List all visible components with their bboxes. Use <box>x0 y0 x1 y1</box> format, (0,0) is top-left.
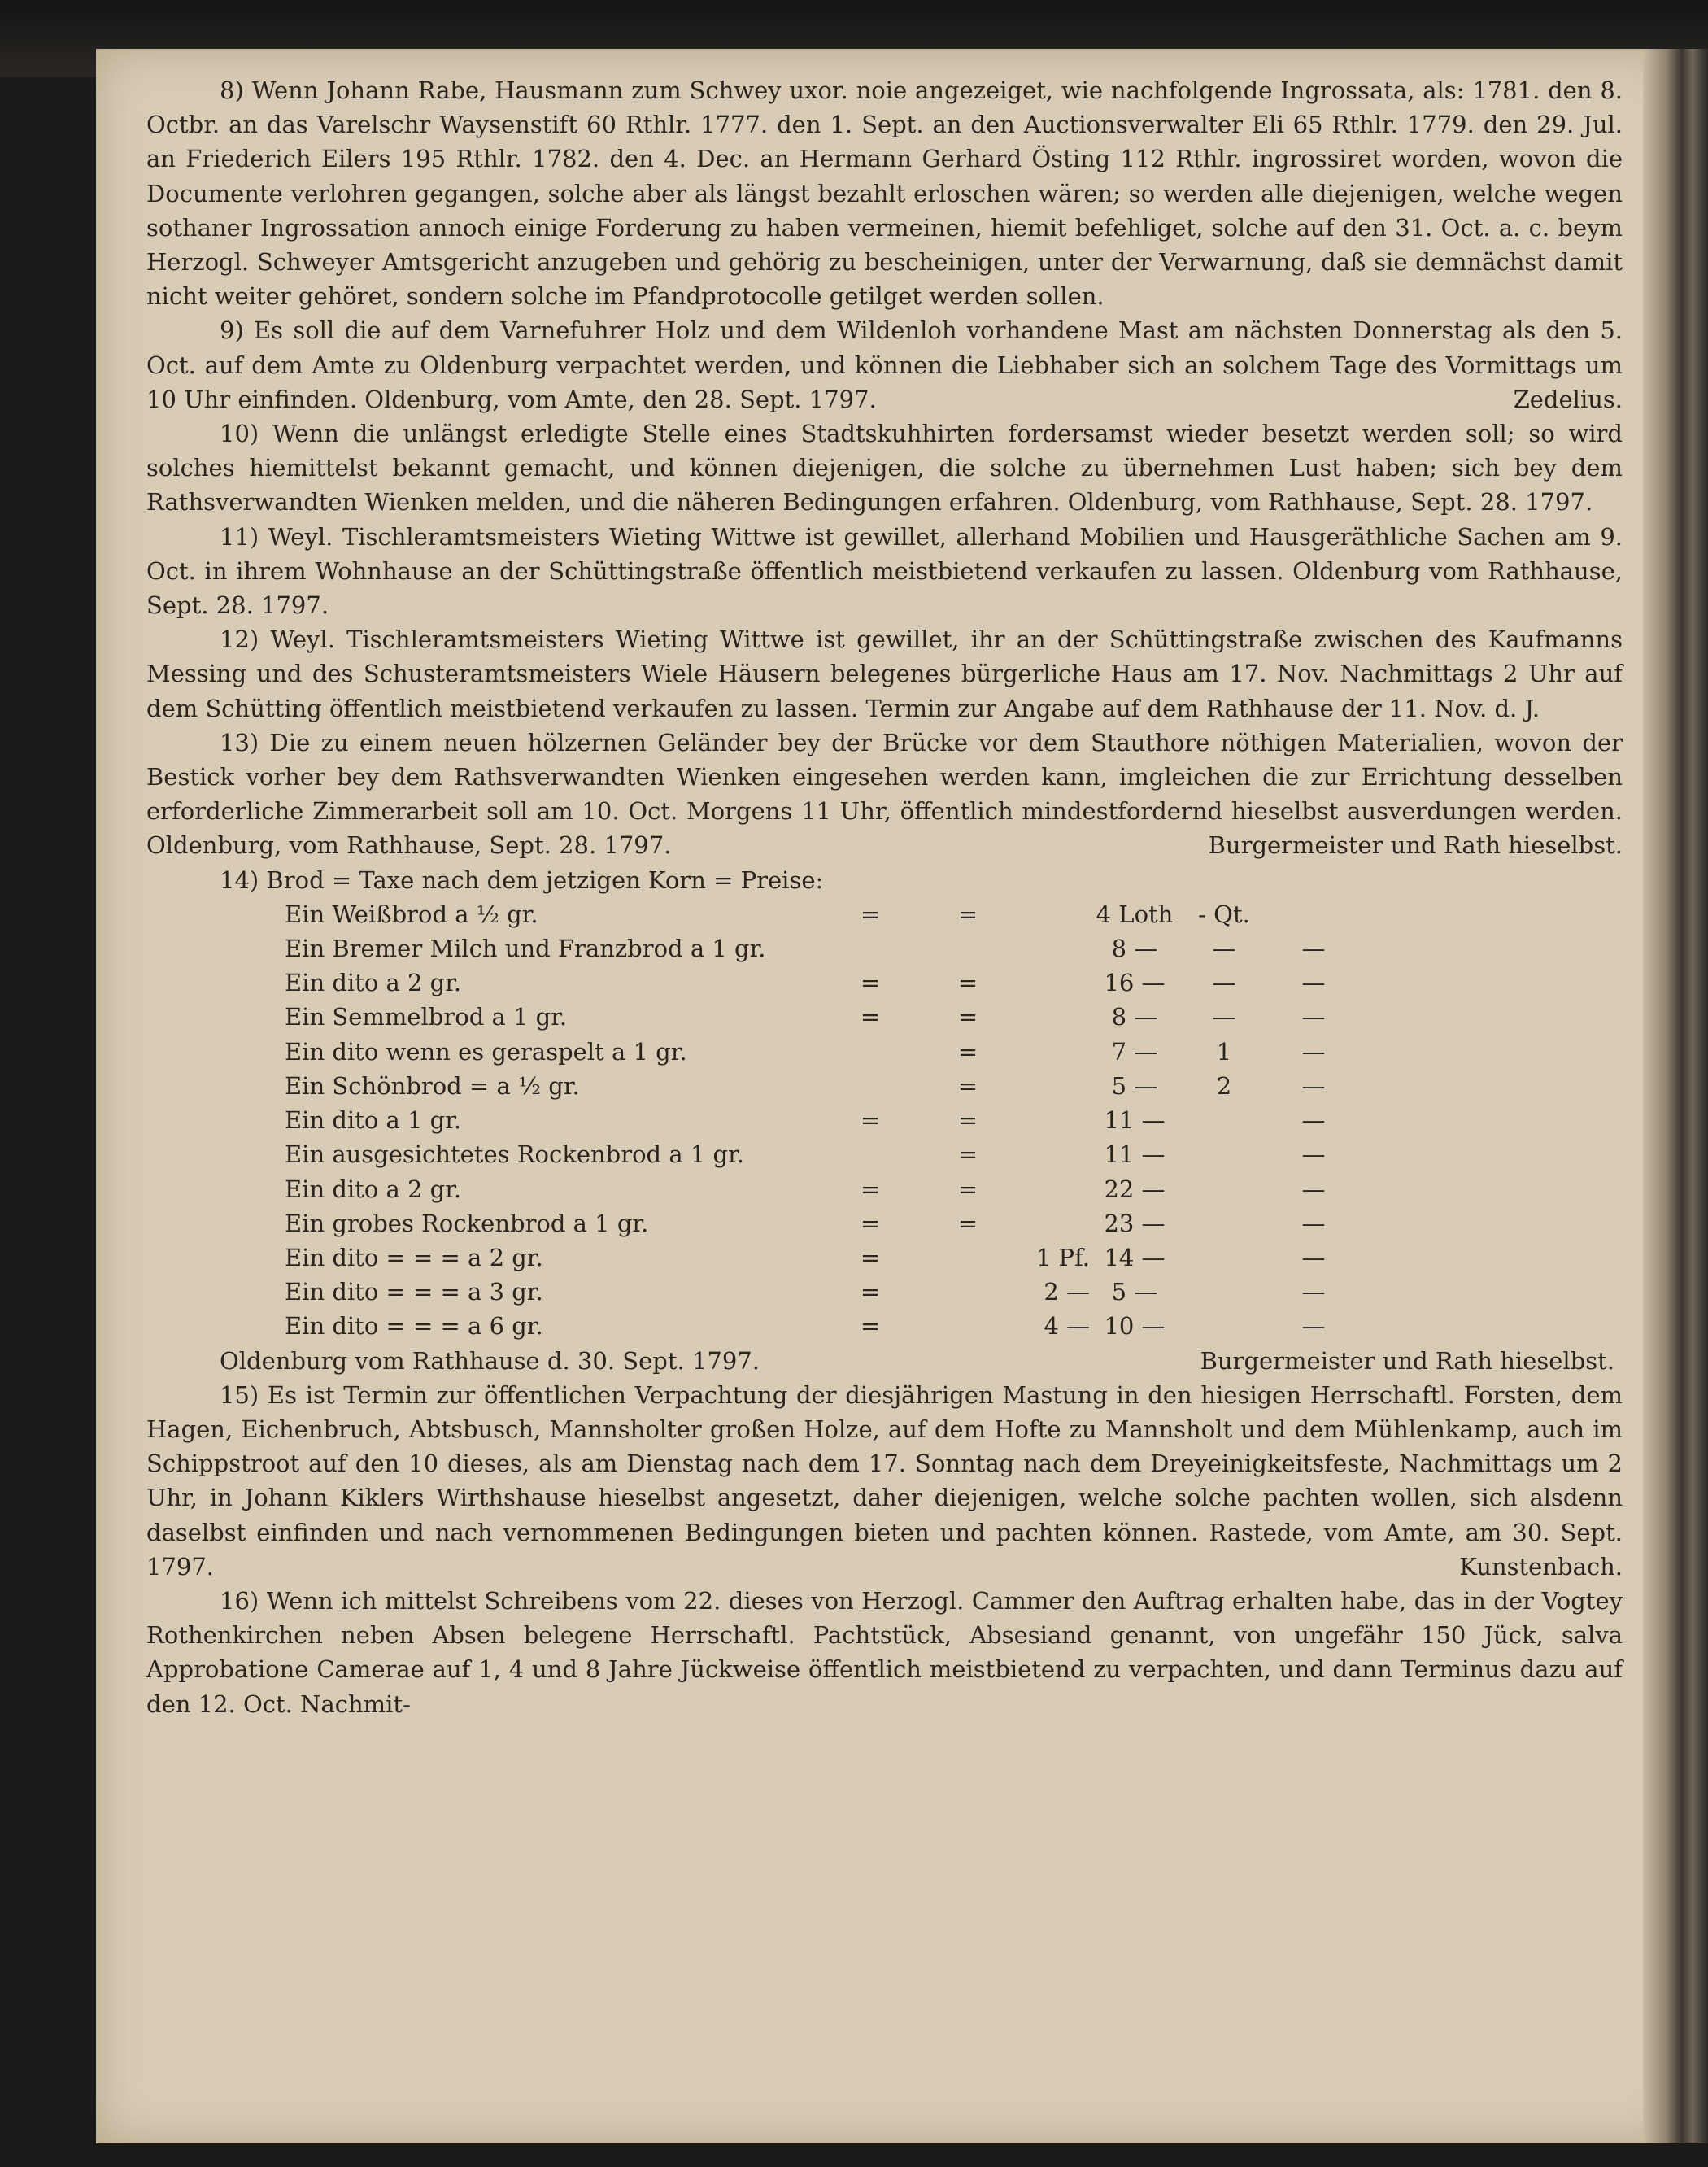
notice-9-signature: Zedelius. <box>1513 385 1623 413</box>
bread-tax-row <box>285 1172 1358 1206</box>
bread-tax-loth: 22 — <box>1104 1175 1166 1203</box>
bread-tax-s1: = <box>860 1278 881 1306</box>
bread-tax-x: — <box>1301 1037 1326 1066</box>
bread-tax-s1: = <box>860 1312 881 1341</box>
bread-tax-s2: = <box>957 1175 978 1203</box>
bread-tax-pf <box>1017 1137 1090 1171</box>
bread-tax-loth: 11 — <box>1104 1106 1166 1135</box>
notice-13-text: 13) Die zu einem neuen hölzernen Geländer bey der Brücke vor dem Stauthore nöthigen Materialien, wovon der Bestick vorher bey dem Rathsverwandten Wienken eingesehen werden kann, imgleichen die zur Errichtung desselben erforderliche Zimmerarbeit soll am 10. Oct. Morgens 11 Uhr, öffentlich mindestfordernd hieselbst ausverdungen werden. Oldenburg, vom Rathhause, Sept. 28. 1797. <box>146 728 1623 860</box>
bread-tax-qt <box>1179 1240 1269 1275</box>
bread-tax-pf <box>1017 897 1090 931</box>
bread-tax-pf <box>1017 1035 1090 1069</box>
bread-tax-x: — <box>1301 969 1326 997</box>
bread-tax-item: Ein grobes Rockenbrod a 1 gr. <box>285 1209 649 1237</box>
bread-tax-s1: = <box>860 1175 881 1203</box>
bread-tax-item: Ein dito a 2 gr. <box>285 1175 462 1203</box>
bread-tax-qt <box>1179 1103 1269 1137</box>
notice-16: 16) Wenn ich mittelst Schreibens vom 22. dieses von Herzogl. Cammer den Auftrag erhalten habe, das in der Vogtey Rothenkirchen neben Absen belegene Herrschaftl. Pachtstück, Absesiand genannt, von ungefähr 150 Jück, salva Approbatione Camerae auf 1, 4 und 8 Jahre Jückweise öffentlich meistbietend zu verpachten, und dann Terminus dazu auf den 12. Oct. Nachmit- <box>146 1586 1623 1718</box>
bread-tax-s2: = <box>957 969 978 997</box>
notice-13 <box>146 726 1623 863</box>
bread-tax-x: — <box>1301 1175 1326 1203</box>
bread-tax-qt <box>1179 1309 1269 1343</box>
bread-tax-loth: 11 — <box>1104 1140 1166 1169</box>
bread-tax-s2: = <box>957 1071 978 1100</box>
bread-tax-qt: — <box>1212 935 1236 963</box>
bread-tax-loth: 23 — <box>1104 1209 1166 1237</box>
bread-tax-item: Ein dito = = = a 2 gr. <box>285 1243 543 1271</box>
bread-tax-s2 <box>919 931 1017 966</box>
bread-tax-pf <box>1017 1103 1090 1137</box>
bread-tax-item: Ein Semmelbrod a 1 gr. <box>285 1003 568 1031</box>
bread-tax-pf: 4 — <box>1044 1312 1090 1341</box>
bread-tax-x: — <box>1301 1140 1326 1169</box>
bread-tax-row <box>285 897 1358 931</box>
bread-tax-heading: 14) Brod = Taxe nach dem jetzigen Korn = Preise: <box>220 865 824 894</box>
bread-tax-item: Ein dito a 1 gr. <box>285 1106 462 1135</box>
notice-11: 11) Weyl. Tischleramtsmeisters Wieting Wittwe ist gewillet, allerhand Mobilien und Hausgeräthliche Sachen am 9. Oct. in ihrem Wohnhause an der Schüttingstraße öffentlich meistbietend verkaufen zu lassen. Oldenburg vom Rathhause, Sept. 28. 1797. <box>146 522 1623 620</box>
bread-tax-s2: = <box>957 1106 978 1135</box>
bread-tax-loth: 4 Loth <box>1096 900 1174 928</box>
bread-tax-s2: = <box>957 1003 978 1031</box>
bread-tax-s1: = <box>860 969 881 997</box>
bread-tax-x: — <box>1301 1278 1326 1306</box>
bread-tax-s1: = <box>860 1243 881 1271</box>
bread-tax-s2 <box>919 1309 1017 1343</box>
bread-tax-item: Ein Weißbrod a ½ gr. <box>285 900 538 928</box>
notice-13-signature: Burgermeister und Rath hieselbst. <box>1208 831 1623 860</box>
bread-tax-x: — <box>1301 1106 1326 1135</box>
notice-10: 10) Wenn die unlängst erledigte Stelle eines Stadtskuhhirten fordersamst wieder besetzt werden soll; so wird solches hiemittelst bekannt gemacht, und können diejenigen, die solche zu übernehmen Lust haben; sich bey dem Rathsverwandten Wienken melden, und die näheren Bedingungen erfahren. Oldenburg, vom Rathhause, Sept. 28. 1797. <box>146 420 1623 517</box>
bread-tax-item: Ein dito a 2 gr. <box>285 969 462 997</box>
bread-tax-qt <box>1179 1275 1269 1309</box>
bread-tax-pf <box>1017 1206 1090 1240</box>
bread-tax-pf: 2 — <box>1044 1278 1090 1306</box>
bread-tax-pf: 1 Pf. <box>1035 1243 1090 1271</box>
bread-tax-s1: = <box>860 1003 881 1031</box>
bread-tax-s2: = <box>957 900 978 928</box>
bread-tax-row <box>285 1035 1358 1069</box>
bread-tax-closing <box>146 1344 1623 1378</box>
bread-tax-qt: 1 <box>1216 1037 1232 1066</box>
bread-tax-item: Ein Schönbrod = a ½ gr. <box>285 1071 580 1100</box>
bread-tax-item: Ein Bremer Milch und Franzbrod a 1 gr. <box>285 935 766 963</box>
bread-tax-s2 <box>919 1240 1017 1275</box>
bread-tax-item: Ein ausgesichtetes Rockenbrod a 1 gr. <box>285 1140 744 1169</box>
bread-tax-loth: 5 — <box>1111 1071 1158 1100</box>
bread-tax-row <box>285 1000 1358 1034</box>
notice-15-text: 15) Es ist Termin zur öffentlichen Verpachtung der diesjährigen Mastung in den hiesigen Herrschaftl. Forsten, dem Hagen, Eichenbruch, Abtsbusch, Mannsholter großen Holze, auf dem Hofte zu Mannsholt und dem Mühlenkamp, auch im Schippstroot auf den 10 dieses, als am Dienstag nach dem 17. Sonntag nach dem Dreyeinigkeitsfeste, Nachmittags um 2 Uhr, in Johann Kiklers Wirthshause hieselbst angesetzt, daher diejenigen, welche solche pachten wollen, sich alsdenn daselbst einfinden und nach vernommenen Bedingungen bieten und pachten können. Rastede, vom Amte, am 30. Sept. 1797. <box>146 1380 1623 1581</box>
bread-tax-row <box>285 1137 1358 1171</box>
bread-tax-s1: = <box>860 900 881 928</box>
bread-tax-s1 <box>821 1035 919 1069</box>
bread-tax-x: — <box>1301 1071 1326 1100</box>
notice-8: 8) Wenn Johann Rabe, Hausmann zum Schwey uxor. noie angezeiget, wie nachfolgende Ingrossata, als: 1781. den 8. Octbr. an das Varelschr Waysenstift 60 Rthlr. 1777. den 1. Sept. an den Auctionsverwalter Eli 65 Rthlr. 1779. den 29. Jul. an Friederich Eilers 195 Rthlr. 1782. den 4. Dec. an Hermann Gerhard Östing 112 Rthlr. ingrossiret worden, wovon die Documente verlohren gegangen, solche aber als längst bezahlt erloschen wären; so werden alle diejenigen, welche wegen sothaner Ingrossation annoch einige Forderung zu haben vermeinen, hiemit befehliget, solche auf den 31. Oct. a. c. beym Herzogl. Schweyer Amtsgericht anzugeben und gehörig zu bescheinigen, unter der Verwarnung, daß sie demnächst damit nicht weiter gehöret, sondern solche im Pfandprotocolle getilget werden sollen. <box>146 76 1623 311</box>
bread-tax-row <box>285 966 1358 1000</box>
bread-tax-loth: 10 — <box>1104 1312 1166 1341</box>
bread-tax-qt: 2 <box>1216 1071 1232 1100</box>
bread-tax-qt <box>1179 1137 1269 1171</box>
next-page-edge <box>1682 49 1708 2143</box>
bread-tax-x <box>1269 897 1358 931</box>
bread-tax-row <box>285 1069 1358 1103</box>
bread-tax-qt: — <box>1212 969 1236 997</box>
bread-tax-item: Ein dito = = = a 3 gr. <box>285 1278 543 1306</box>
bread-tax-x: — <box>1301 1003 1326 1031</box>
bread-tax-qt: - Qt. <box>1198 900 1250 928</box>
bread-tax-item: Ein dito wenn es geraspelt a 1 gr. <box>285 1037 687 1066</box>
bread-tax-loth: 16 — <box>1104 969 1166 997</box>
bread-tax-pf <box>1017 1069 1090 1103</box>
bread-tax-x: — <box>1301 935 1326 963</box>
bread-tax-row <box>285 1240 1358 1275</box>
page-gutter-shadow <box>1643 49 1682 2143</box>
bread-tax-loth: 8 — <box>1111 935 1158 963</box>
bread-tax-x: — <box>1301 1312 1326 1341</box>
bread-tax-s1 <box>821 931 919 966</box>
bread-tax-s2 <box>919 1275 1017 1309</box>
bread-tax-qt <box>1179 1206 1269 1240</box>
bread-tax-loth: 14 — <box>1104 1243 1166 1271</box>
bread-tax-s2: = <box>957 1037 978 1066</box>
bread-tax-pf <box>1017 1000 1090 1034</box>
bread-tax-pf <box>1017 1172 1090 1206</box>
bread-tax-x: — <box>1301 1243 1326 1271</box>
bread-tax-qt: — <box>1212 1003 1236 1031</box>
bread-tax-loth: 5 — <box>1111 1278 1158 1306</box>
bread-tax-item: Ein dito = = = a 6 gr. <box>285 1312 543 1341</box>
bread-tax-s1 <box>821 1069 919 1103</box>
bread-tax-s1: = <box>860 1209 881 1237</box>
bread-tax-row <box>285 1206 1358 1240</box>
bread-tax-pf <box>1017 966 1090 1000</box>
page-text <box>146 73 1623 1721</box>
bread-tax-pf <box>1017 931 1090 966</box>
bread-tax-s1 <box>821 1137 919 1171</box>
notice-9 <box>146 313 1623 416</box>
bread-tax-loth: 8 — <box>1111 1003 1158 1031</box>
notice-12: 12) Weyl. Tischleramtsmeisters Wieting Wittwe ist gewillet, ihr an der Schüttingstraße zwischen des Kaufmanns Messing und des Schusteramtsmeisters Wiele Häusern belegenes bürgerliche Haus am 17. Nov. Nachmittags 2 Uhr auf dem Schütting öffentlich meistbietend verkaufen zu lassen. Termin zur Angabe auf dem Rathhause der 11. Nov. d. J. <box>146 626 1623 722</box>
bread-tax-loth: 7 — <box>1111 1037 1158 1066</box>
bread-tax-s1: = <box>860 1106 881 1135</box>
bread-tax-row <box>285 1275 1358 1309</box>
bread-tax-s2: = <box>957 1209 978 1237</box>
bread-tax-date: Oldenburg vom Rathhause d. 30. Sept. 1797. <box>220 1346 760 1375</box>
bread-tax-qt <box>1179 1172 1269 1206</box>
bread-tax-row <box>285 931 1358 966</box>
notice-15 <box>146 1378 1623 1584</box>
bread-tax-x: — <box>1301 1209 1326 1237</box>
bread-tax-row <box>285 1309 1358 1343</box>
notice-9-text: 9) Es soll die auf dem Varnefuhrer Holz und dem Wildenloh vorhandene Mast am nächsten Donnerstag als den 5. Oct. auf dem Amte zu Oldenburg verpachtet werden, und können die Liebhaber sich an solchem Tage des Vormittags um 10 Uhr einfinden. Oldenburg, vom Amte, den 28. Sept. 1797. <box>146 316 1623 413</box>
bread-tax-s2: = <box>957 1140 978 1169</box>
bread-tax-signature: Burgermeister und Rath hieselbst. <box>1200 1346 1614 1375</box>
notice-15-signature: Kunstenbach. <box>1459 1552 1623 1581</box>
bread-tax-table <box>285 897 1358 1344</box>
bread-tax-row <box>285 1103 1358 1137</box>
